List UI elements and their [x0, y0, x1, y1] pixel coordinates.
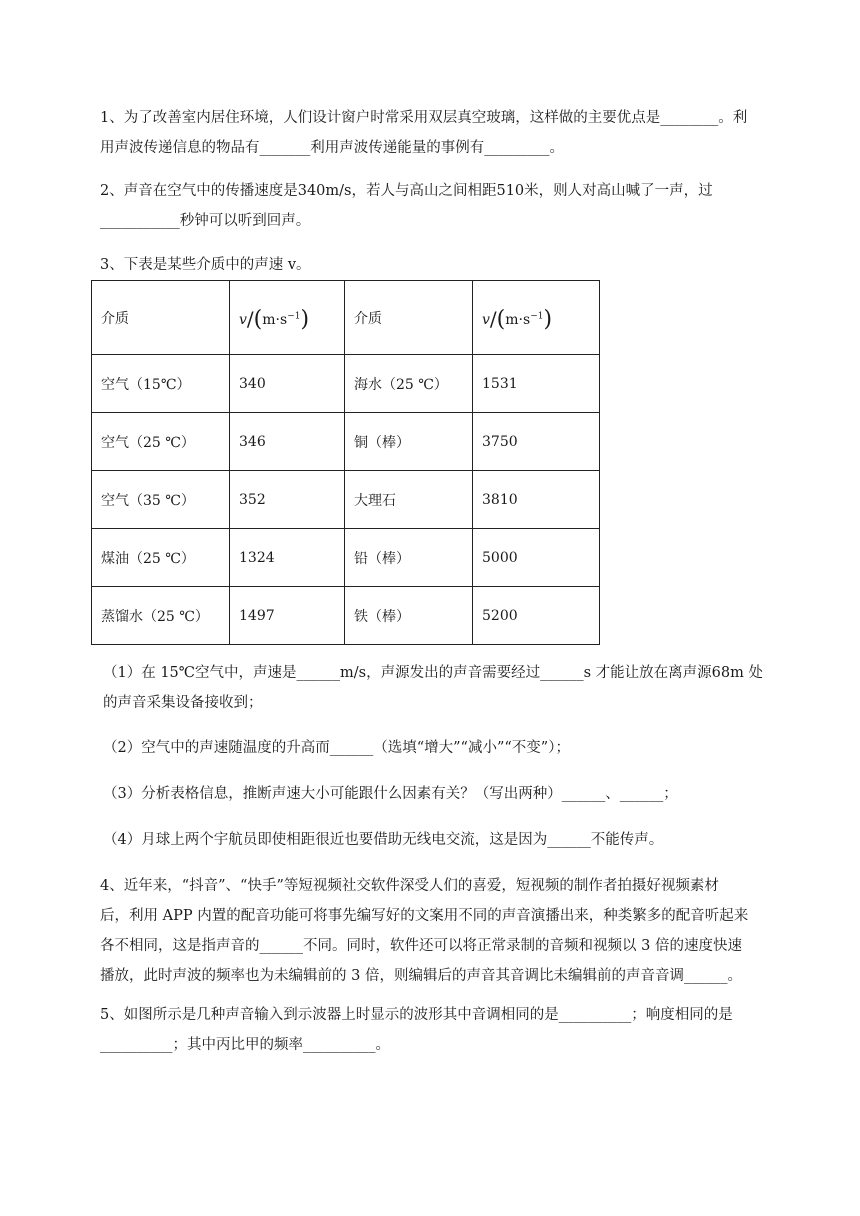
speed-cell: 340 [230, 355, 345, 413]
question-5 [100, 1000, 805, 1060]
question-2-line-2: ___________秒钟可以听到回声。 [100, 213, 311, 229]
medium-cell: 空气（15℃） [92, 355, 230, 413]
question-1 [100, 103, 805, 163]
question-4-line-4: 播放，此时声波的频率也为未编辑前的 3 倍，则编辑后的声音其音调比未编辑前的声音音调______。 [100, 968, 742, 984]
table-row [92, 355, 600, 413]
question-4-line-2: 后，利用 APP 内置的配音功能可将事先编写好的文案用不同的声音演播出来，种类繁多的配音听起来 [100, 908, 749, 924]
unit-main: m·s [262, 312, 288, 328]
question-5-line-1: 5、如图所示是几种声音输入到示波器上时显示的波形其中音调相同的是__________；响度相同的是 [100, 1007, 733, 1023]
medium-cell: 蒸馏水（25 ℃） [92, 587, 230, 645]
speed-cell: 1497 [230, 587, 345, 645]
unit-main: m·s [505, 312, 531, 328]
unit-exponent: −1 [287, 311, 301, 322]
speed-cell: 1324 [230, 529, 345, 587]
unit-paren-close: ) [543, 307, 553, 332]
speed-cell: 3810 [473, 471, 600, 529]
table-row [92, 529, 600, 587]
header-medium-2: 介质 [345, 281, 473, 355]
medium-cell: 铅（棒） [345, 529, 473, 587]
medium-cell: 煤油（25 ℃） [92, 529, 230, 587]
question-3-sub-1-line-1: （1）在 15℃空气中，声速是______m/s，声源发出的声音需要经过______s 才能让放在离声源68m 处 [103, 665, 763, 681]
question-3-sub-1 [103, 658, 805, 718]
question-5-line-2: __________；其中丙比甲的频率__________。 [100, 1037, 390, 1053]
unit-paren-open: ( [253, 307, 263, 332]
speed-cell: 5200 [473, 587, 600, 645]
speed-cell: 1531 [473, 355, 600, 413]
unit-paren-close: ) [300, 307, 310, 332]
question-3-sub-3: （3）分析表格信息，推断声速大小可能跟什么因素有关？（写出两种）______、______； [103, 786, 678, 802]
table-header-row [92, 281, 600, 355]
question-3-intro: 3、下表是某些介质中的声速 v。 [100, 257, 311, 273]
medium-cell: 空气（25 ℃） [92, 413, 230, 471]
question-3-sub-4: （4）月球上两个宇航员即使相距很近也要借助无线电交流，这是因为______不能传声。 [103, 832, 664, 848]
medium-cell: 铁（棒） [345, 587, 473, 645]
question-1-line-2: 用声波传递信息的物品有_______利用声波传递能量的事例有_________。 [100, 140, 564, 156]
speed-cell: 352 [230, 471, 345, 529]
header-speed-unit-1 [230, 281, 345, 355]
speed-cell: 3750 [473, 413, 600, 471]
medium-cell: 铜（棒） [345, 413, 473, 471]
question-2 [100, 176, 805, 236]
medium-cell: 空气（35 ℃） [92, 471, 230, 529]
question-4 [100, 871, 805, 991]
speed-cell: 5000 [473, 529, 600, 587]
unit-paren-open: ( [496, 307, 506, 332]
unit-exponent: −1 [530, 311, 544, 322]
table-row [92, 471, 600, 529]
unit-slash: / [489, 307, 497, 331]
table-row [92, 587, 600, 645]
question-4-line-3: 各不相同，这是指声音的______不同。同时，软件还可以将正常录制的音频和视频以 3 倍的速度快速 [100, 938, 742, 954]
question-3-sub-1-line-2: 的声音采集设备接收到； [103, 695, 263, 711]
sound-speed-table [91, 280, 600, 645]
question-1-line-1: 1、为了改善室内居住环境，人们设计窗户时常采用双层真空玻璃，这样做的主要优点是________。利 [100, 110, 748, 126]
unit-slash: / [246, 307, 254, 331]
unit-symbol: v [482, 312, 490, 328]
question-3-sub-2: （2）空气中的声速随温度的升高而______（选填“增大”“减小”“不变”）； [103, 740, 570, 756]
header-speed-unit-2 [473, 281, 600, 355]
header-medium-1: 介质 [92, 281, 230, 355]
question-4-line-1: 4、近年来，“抖音”、“快手”等短视频社交软件深受人们的喜爱，短视频的制作者拍摄好视频素材 [100, 878, 719, 894]
unit-symbol: v [239, 312, 247, 328]
question-2-line-1: 2、声音在空气中的传播速度是340m/s，若人与高山之间相距510米，则人对高山喊了一声，过 [100, 183, 713, 199]
medium-cell: 大理石 [345, 471, 473, 529]
medium-cell: 海水（25 ℃） [345, 355, 473, 413]
table-row [92, 413, 600, 471]
speed-cell: 346 [230, 413, 345, 471]
